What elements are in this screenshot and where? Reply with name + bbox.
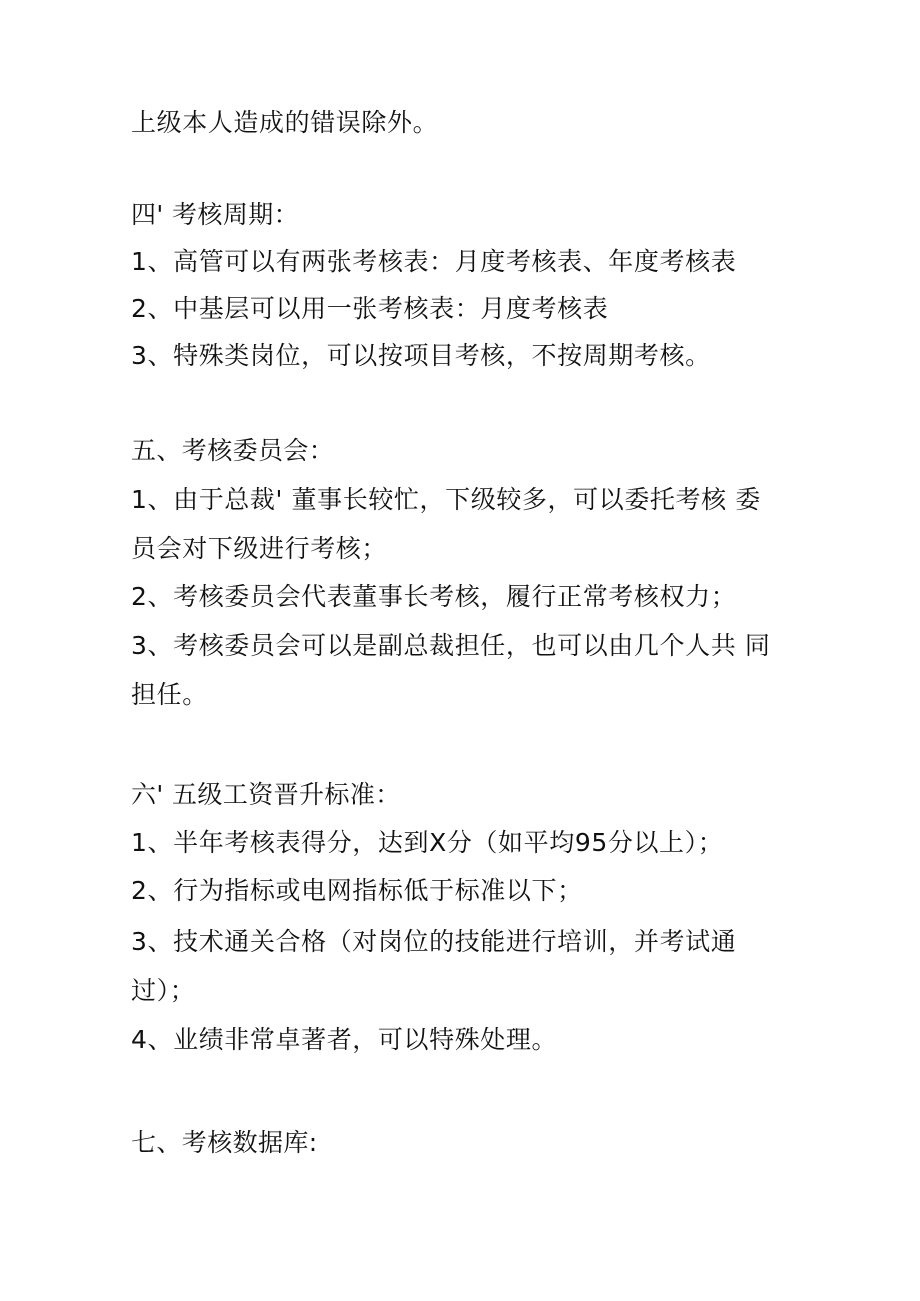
- section-heading-database: 七、考核数据库:: [131, 1128, 318, 1157]
- section-heading-salary: 六' 五级工资晋升标准：: [131, 780, 401, 809]
- list-item: 2、中基层可以用一张考核表：月度考核表: [131, 294, 609, 323]
- list-item: 1、高管可以有两张考核表：月度考核表、年度考核表: [131, 247, 737, 276]
- list-item: 3、特殊类岗位，可以按项目考核，不按周期考核。: [131, 341, 711, 370]
- list-item: 4、业绩非常卓著者，可以特殊处理。: [131, 1025, 558, 1054]
- list-item-continuation: 过）；: [131, 976, 196, 1005]
- list-item: 1、由于总裁' 董事长较忙，下级较多，可以委托考核 委: [131, 485, 761, 514]
- list-item: 3、考核委员会可以是副总裁担任，也可以由几个人共 同: [131, 631, 771, 660]
- list-item-continuation: 员会对下级进行考核；: [131, 534, 388, 563]
- list-item: 2、行为指标或电网指标低于标准以下；: [131, 876, 583, 905]
- section-heading-cycle: 四' 考核周期：: [131, 200, 300, 229]
- list-item: 1、半年考核表得分，达到X分（如平均95分以上）；: [131, 828, 724, 857]
- text-line: 上级本人造成的错误除外。: [131, 108, 439, 137]
- list-item-continuation: 担任。: [131, 680, 208, 709]
- section-heading-committee: 五、考核委员会：: [131, 436, 335, 465]
- list-item: 3、技术通关合格（对岗位的技能进行培训，并考试通: [131, 927, 737, 956]
- list-item: 2、考核委员会代表董事长考核，履行正常考核权力；: [131, 582, 737, 611]
